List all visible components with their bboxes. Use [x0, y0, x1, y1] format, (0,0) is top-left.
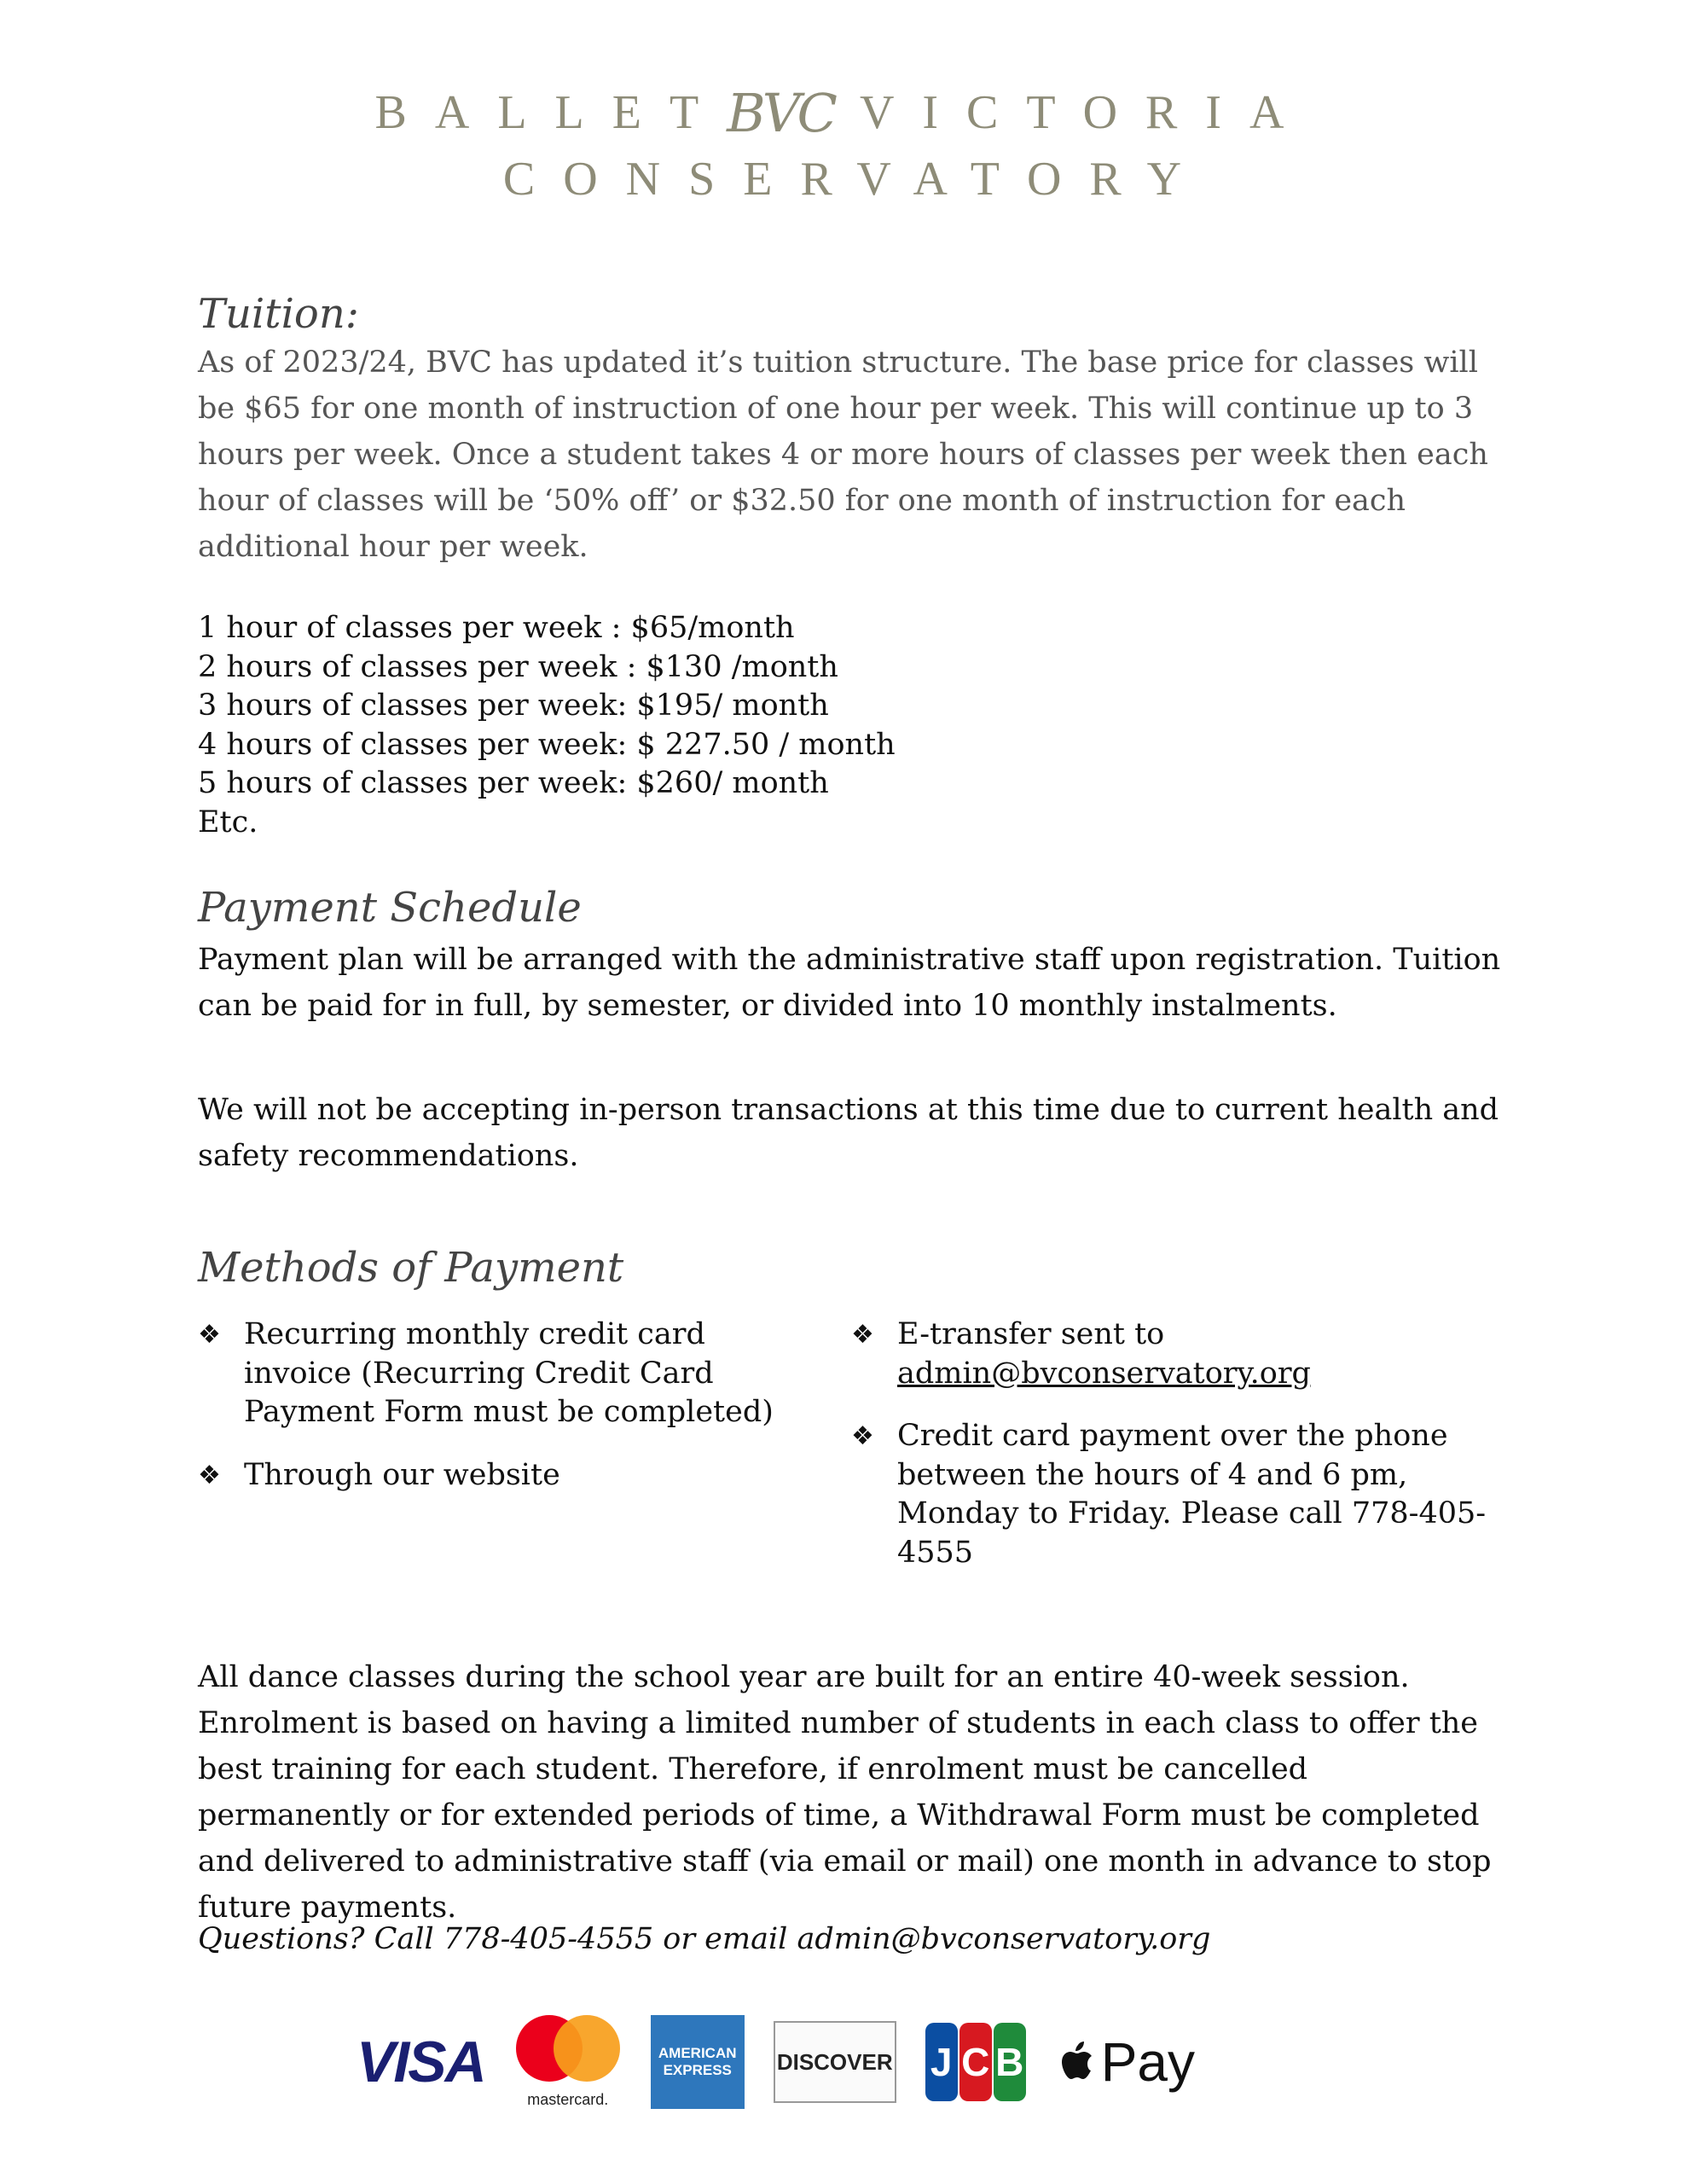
- methods-heading: Methods of Payment: [198, 1244, 624, 1292]
- logo-word-ballet: BALLET: [374, 86, 728, 139]
- price-item: 3 hours of classes per week: $195/ month: [198, 688, 829, 723]
- apple-pay-text: Pay: [1100, 2031, 1195, 2093]
- jcb-logo: [925, 2023, 1028, 2101]
- etransfer-email-link[interactable]: admin@bvconservatory.org: [897, 1356, 1311, 1391]
- method-item: [198, 1316, 820, 1432]
- amex-line1: AMERICAN: [658, 2045, 737, 2061]
- tuition-description: As of 2023/24, BVC has updated it’s tuition structure. The base price for classes will be $65 for one month of instruction of one hour per week. This will continue up to 3 hours per week. Once a student takes 4 or more hours of classes per week then each hour of classes will be ‘50% off’ or $32.50 for one month of instruction for each additional hour per week.: [198, 346, 1488, 564]
- price-list: [198, 609, 1503, 842]
- method-text: Credit card payment over the phone between the hours of 4 and 6 pm, Monday to Friday. Please call 778-405-4555: [897, 1419, 1487, 1570]
- methods-right-column: [851, 1316, 1499, 1596]
- amex-logo: [651, 2015, 745, 2109]
- conservatory-logo: [0, 78, 1687, 206]
- method-text: E-transfer sent to: [897, 1317, 1165, 1351]
- payment-schedule-heading: Payment Schedule: [198, 884, 582, 932]
- enrolment-policy: All dance classes during the school year are built for an entire 40-week session. Enrolment is based on having a limited number of students in each class to offer the best training for each student. Therefore, if enrolment must be cancelled permanently or for extended periods of time, a Withdrawal Form must be completed and delivered to administrative staff (via email or mail) one month in advance to stop future payments.: [198, 1660, 1492, 1925]
- apple-icon: [1057, 2040, 1094, 2084]
- logo-word-victoria: VICTORIA: [859, 86, 1313, 139]
- diamond-bullet-icon: ❖: [851, 1320, 874, 1350]
- jcb-letter: B: [994, 2023, 1026, 2101]
- jcb-letter: J: [925, 2023, 958, 2101]
- price-item: 4 hours of classes per week: $ 227.50 / month: [198, 727, 896, 762]
- amex-line2: EXPRESS: [663, 2062, 732, 2078]
- method-text: Through our website: [244, 1457, 560, 1492]
- method-text: Recurring monthly credit card invoice (Recurring Credit Card Payment Form must be completed): [244, 1317, 774, 1429]
- discover-logo: DISCOVER: [774, 2021, 896, 2103]
- questions-contact: Questions? Call 778-405-4555 or email admin@bvconservatory.org: [198, 1922, 1211, 1956]
- health-notice: We will not be accepting in-person transactions at this time due to current health and safety recommendations.: [198, 1093, 1499, 1173]
- logo-monogram: BVC: [727, 81, 834, 144]
- logo-word-conservatory: CONSERVATORY: [502, 153, 1210, 206]
- price-item: Etc.: [198, 804, 258, 839]
- methods-left-column: [198, 1316, 820, 1519]
- diamond-bullet-icon: ❖: [198, 1320, 221, 1350]
- jcb-letter: C: [959, 2023, 992, 2101]
- apple-pay-logo: [1057, 2030, 1195, 2094]
- tuition-heading: Tuition:: [198, 290, 359, 338]
- visa-logo: VISA: [357, 2030, 485, 2094]
- price-item: 1 hour of classes per week : $65/month: [198, 611, 795, 645]
- diamond-bullet-icon: ❖: [198, 1460, 221, 1490]
- diamond-bullet-icon: ❖: [851, 1421, 874, 1451]
- payment-logos: [357, 2012, 1224, 2112]
- mastercard-logo: [514, 2012, 622, 2112]
- method-item: [851, 1417, 1499, 1572]
- mastercard-yellow-circle: [554, 2015, 620, 2082]
- method-item: [198, 1456, 820, 1496]
- mastercard-wordmark: mastercard.: [527, 2091, 609, 2108]
- payment-schedule-text: Payment plan will be arranged with the administrative staff upon registration. Tuition can be paid for in full, by semester, or divided into 10 monthly instalments.: [198, 943, 1501, 1023]
- price-item: 2 hours of classes per week : $130 /month: [198, 649, 838, 684]
- method-item: [851, 1316, 1499, 1393]
- price-item: 5 hours of classes per week: $260/ month: [198, 766, 829, 800]
